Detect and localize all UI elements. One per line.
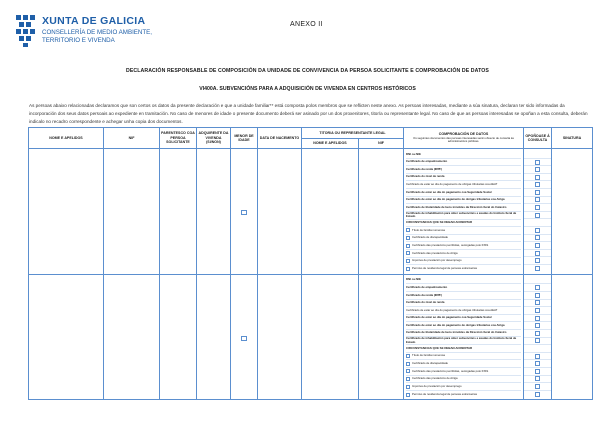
oppose-slot [524, 151, 551, 159]
logo-title: XUNTA DE GALICIA [42, 15, 146, 27]
oppose-slot [524, 353, 551, 361]
check-item-label: Certificado de discapacidade [412, 361, 448, 366]
oppose-checkbox[interactable] [535, 182, 540, 187]
circumstance-checkbox[interactable] [406, 244, 410, 248]
oppose-slot [524, 204, 551, 212]
col-minor: MENOR DE IDADE [231, 128, 258, 149]
oppose-slot [524, 383, 551, 391]
oppose-slot [524, 391, 551, 399]
oppose-slot [524, 292, 551, 300]
oppose-checkbox[interactable] [535, 205, 540, 210]
check-item [406, 166, 521, 174]
oppose-checkbox[interactable] [535, 228, 540, 233]
check-item-label: Certificado da renda (IRPF) [406, 166, 443, 171]
check-cell [404, 274, 524, 400]
name-cell[interactable] [29, 149, 104, 275]
oppose-checkbox[interactable] [535, 160, 540, 165]
kinship-cell[interactable] [160, 274, 197, 400]
col-birthdate: DATA DE NACEMENTO [258, 128, 302, 149]
oppose-checkboxes [524, 275, 551, 400]
oppose-checkbox[interactable] [535, 175, 540, 180]
check-item-label: Certificado do nivel de renda [406, 174, 445, 179]
annex-label: ANEXO II [290, 21, 323, 28]
check-item [406, 242, 521, 250]
check-item [406, 181, 521, 189]
oppose-cell [524, 149, 552, 275]
col-acquirer: ADQUIRENTE DA VIVENDA (SI/NON) [197, 128, 231, 149]
table-row [29, 274, 593, 400]
check-item [406, 277, 521, 285]
check-item-label: Certificado de empadroamento [406, 284, 448, 289]
check-item [406, 368, 521, 376]
oppose-slot [524, 257, 551, 265]
signature-cell[interactable] [552, 149, 593, 275]
check-item-label: CIRCUNSTANCIAS QUE SE DEBAN ACREDITAR [406, 345, 473, 350]
oppose-slot [524, 189, 551, 197]
check-item-label: DNI ou NIE [406, 277, 421, 282]
guardian-name-cell[interactable] [302, 149, 359, 275]
circumstance-checkbox[interactable] [406, 369, 410, 373]
circumstance-checkbox[interactable] [406, 259, 410, 263]
oppose-cell [524, 274, 552, 400]
oppose-checkbox[interactable] [535, 251, 540, 256]
col-check-note: Os seguintes documentos das persoas interesadas serán obxecto de consulta ás administracións públicas. [413, 135, 514, 144]
col-kinship: PARENTESCO COA PERSOA SOLICITANTE [160, 128, 197, 149]
col-guardian-nif: NIF [359, 139, 404, 149]
check-item-label: Título de familia numerosa [412, 227, 445, 232]
oppose-slot [524, 174, 551, 182]
check-item [406, 197, 521, 205]
oppose-checkbox[interactable] [535, 190, 540, 195]
intro-paragraph: As persoas abaixo relacionadas declaramos que son certos os datos da presente declaración e que a unidade familiar** está composta polos membros que se reflicten neste anexo. As persoas interesadas, mediante a súa sinatura, declaran ter sido informadas da incorporación dos seus datos persoais ao expediente en tramitación. No caso de menores de idade o presente documento deberá ser asinado por un dos proxenitores, titor/a ou representante legal. No caso de que as persoas interesadas se opoñan a esta consulta, deberán indicalo no recadro correspondente e achegar unha copia dos documentos. [29, 103, 588, 124]
oppose-slot [524, 166, 551, 174]
oppose-checkbox[interactable] [535, 331, 540, 336]
col-check [404, 128, 524, 149]
oppose-checkbox[interactable] [535, 300, 540, 305]
oppose-checkbox[interactable] [535, 369, 540, 374]
oppose-checkboxes [524, 149, 551, 274]
oppose-checkbox[interactable] [535, 384, 540, 389]
minor-checkbox[interactable] [241, 336, 247, 342]
col-check-title: COMPROBACIÓN DE DATOS [438, 132, 489, 137]
oppose-checkbox[interactable] [535, 361, 540, 366]
minor-cell [231, 274, 258, 400]
oppose-slot [524, 300, 551, 308]
logo-line: TERRITORIO E VIVENDA [42, 37, 115, 44]
check-item [406, 353, 521, 361]
birthdate-cell[interactable] [258, 274, 302, 400]
check-item-label: Certificado de titularidade de bens inmobles da Dirección Xeral do Catastro [406, 204, 507, 209]
check-item-label: Certificado de titularidade de bens inmobles da Dirección Xeral do Catastro [406, 330, 507, 335]
circumstance-checkbox[interactable] [406, 251, 410, 255]
check-items [404, 149, 523, 274]
oppose-slot [524, 277, 551, 285]
col-signature: SINATURA [552, 128, 593, 149]
oppose-checkbox[interactable] [535, 285, 540, 290]
logo-line: CONSELLERÍA DE MEDIO AMBIENTE, [42, 29, 153, 36]
xunta-logo [15, 14, 165, 56]
check-item-label: Permiso de residencia legal de persoas estranxeiras [412, 266, 477, 271]
household-table [28, 127, 593, 400]
check-item [406, 307, 521, 315]
check-item-label: Certificado das prestacións de Atriga [412, 250, 458, 255]
signature-cell[interactable] [552, 274, 593, 400]
oppose-checkbox[interactable] [535, 167, 540, 172]
oppose-slot [524, 338, 551, 346]
oppose-slot [524, 322, 551, 330]
oppose-slot [524, 219, 551, 227]
check-item [406, 189, 521, 197]
oppose-checkbox[interactable] [535, 197, 540, 202]
check-item-label: Certificado de estar ao día do pagamento de obrigas tributarias coa AEAT [406, 181, 498, 186]
oppose-checkbox[interactable] [535, 258, 540, 263]
check-item-label: Certificado de estar ao día do pagamento coa Seguridade Social [406, 189, 492, 194]
check-item [406, 258, 521, 266]
check-item-label: Certificado de estar ao día do pagamento de obrigas tributarias coa Atriga [406, 197, 505, 202]
check-cell [404, 149, 524, 275]
check-item-label: Certificado do nivel de renda [406, 300, 445, 305]
circumstance-checkbox[interactable] [406, 228, 410, 232]
oppose-checkbox[interactable] [535, 293, 540, 298]
oppose-slot [524, 360, 551, 368]
oppose-slot [524, 284, 551, 292]
check-item-label: Certificado de discapacidade [412, 235, 448, 240]
guardian-nif-cell[interactable] [359, 149, 404, 275]
oppose-slot [524, 307, 551, 315]
guardian-nif-cell[interactable] [359, 274, 404, 400]
check-item-label: Certificado de inhabilitación para obter subvencións e axudas do Instituto Xeral de Estado [406, 336, 517, 344]
check-items [404, 275, 523, 400]
oppose-slot [524, 227, 551, 235]
oppose-checkbox[interactable] [535, 213, 540, 218]
check-item [406, 360, 521, 368]
check-item-label: Importes de prestación por desemprego [412, 383, 462, 388]
check-item [406, 376, 521, 384]
oppose-slot [524, 368, 551, 376]
check-item [406, 322, 521, 330]
check-item-label: Importes de prestación por desemprego [412, 258, 462, 263]
check-item [406, 151, 521, 159]
check-item [406, 235, 521, 243]
check-item [406, 292, 521, 300]
check-item [406, 159, 521, 167]
check-item [406, 337, 521, 345]
oppose-slot [524, 181, 551, 189]
acquirer-cell[interactable] [197, 149, 231, 275]
oppose-checkbox[interactable] [535, 235, 540, 240]
oppose-slot [524, 265, 551, 273]
check-item-label: Certificado de empadroamento [406, 159, 448, 164]
circumstance-checkbox[interactable] [406, 385, 410, 389]
logo-subtitle [42, 29, 152, 45]
check-item [406, 174, 521, 182]
check-item-label: Certificado de estar ao día do pagamento coa Seguridade Social [406, 315, 492, 320]
check-item-label: Certificado da renda (IRPF) [406, 292, 443, 297]
check-item [406, 383, 521, 391]
check-item [406, 265, 521, 273]
circumstance-checkbox[interactable] [406, 267, 410, 271]
procedure-title: VI400A. SUBVENCIÓNS PARA A ADQUISICIÓN DE VIVENDA EN CENTROS HISTÓRICOS [199, 86, 416, 92]
name-cell[interactable] [29, 274, 104, 400]
birthdate-cell[interactable] [258, 149, 302, 275]
oppose-checkbox[interactable] [535, 308, 540, 313]
check-item-label: Título de familia numerosa [412, 353, 445, 358]
check-item [406, 250, 521, 258]
circumstance-checkbox[interactable] [406, 354, 410, 358]
check-item [406, 284, 521, 292]
oppose-checkbox[interactable] [535, 266, 540, 271]
oppose-checkbox[interactable] [535, 243, 540, 248]
table-row [29, 149, 593, 275]
check-item [406, 345, 521, 353]
oppose-slot [524, 250, 551, 258]
check-item [406, 300, 521, 308]
circumstance-checkbox[interactable] [406, 377, 410, 381]
col-nif: NIF [104, 128, 160, 149]
oppose-slot [524, 242, 551, 250]
document-title: DECLARACIÓN RESPONSABLE DE COMPOSICIÓN DA UNIDADE DE CONVIVENCIA DA PERSOA SOLICITANTE E COMPROBACIÓN DE DATOS [125, 68, 489, 74]
oppose-slot [524, 315, 551, 323]
oppose-slot [524, 235, 551, 243]
galicia-emblem-icon [15, 14, 37, 48]
check-item-label: Certificado de inhabilitación para obter subvencións e axudas do Instituto Xeral de Estado [406, 210, 517, 219]
check-item-label: Certificado das prestacións de Atriga [412, 376, 458, 381]
check-item-label: Certificado de estar ao día do pagamento de obrigas tributarias coa AEAT [406, 307, 498, 312]
col-guardian: TITOR/A OU REPRESENTANTE LEGAL [302, 128, 404, 139]
kinship-cell[interactable] [160, 149, 197, 275]
circumstance-checkbox[interactable] [406, 236, 410, 240]
col-name: NOME E APELIDOS [29, 128, 104, 149]
oppose-checkbox[interactable] [535, 376, 540, 381]
col-oppose: OPOÑOASE Á CONSULTA [524, 128, 552, 149]
check-item [406, 391, 521, 399]
check-item-label: Certificado das prestacións percibidas, outorgadas polo INSS [412, 242, 489, 247]
oppose-checkbox[interactable] [535, 354, 540, 359]
oppose-checkbox[interactable] [535, 338, 540, 343]
minor-checkbox[interactable] [241, 210, 247, 216]
circumstance-checkbox[interactable] [406, 393, 410, 397]
oppose-slot [524, 197, 551, 205]
oppose-slot [524, 330, 551, 338]
col-guardian-name: NOME E APELIDOS [302, 139, 359, 149]
check-item-label: CIRCUNSTANCIAS QUE SE DEBAN ACREDITAR [406, 220, 473, 225]
circumstance-checkbox[interactable] [406, 362, 410, 366]
check-item [406, 212, 521, 220]
check-item [406, 227, 521, 235]
check-item-label: Permiso de residencia legal de persoas estranxeiras [412, 391, 477, 396]
check-item-label: Certificado de estar ao día do pagamento de obrigas tributarias coa Atriga [406, 322, 505, 327]
oppose-slot [524, 345, 551, 353]
check-item [406, 220, 521, 228]
oppose-slot [524, 376, 551, 384]
oppose-checkbox[interactable] [535, 323, 540, 328]
check-item-label: DNI ou NIE [406, 151, 421, 156]
check-item [406, 315, 521, 323]
guardian-name-cell[interactable] [302, 274, 359, 400]
oppose-checkbox[interactable] [535, 316, 540, 321]
nif-cell[interactable] [104, 149, 160, 275]
oppose-checkbox[interactable] [535, 392, 540, 397]
check-item-label: Certificado das prestacións percibidas, outorgadas polo INSS [412, 368, 489, 373]
oppose-slot [524, 159, 551, 167]
oppose-slot [524, 212, 551, 220]
nif-cell[interactable] [104, 274, 160, 400]
acquirer-cell[interactable] [197, 274, 231, 400]
minor-cell [231, 149, 258, 275]
